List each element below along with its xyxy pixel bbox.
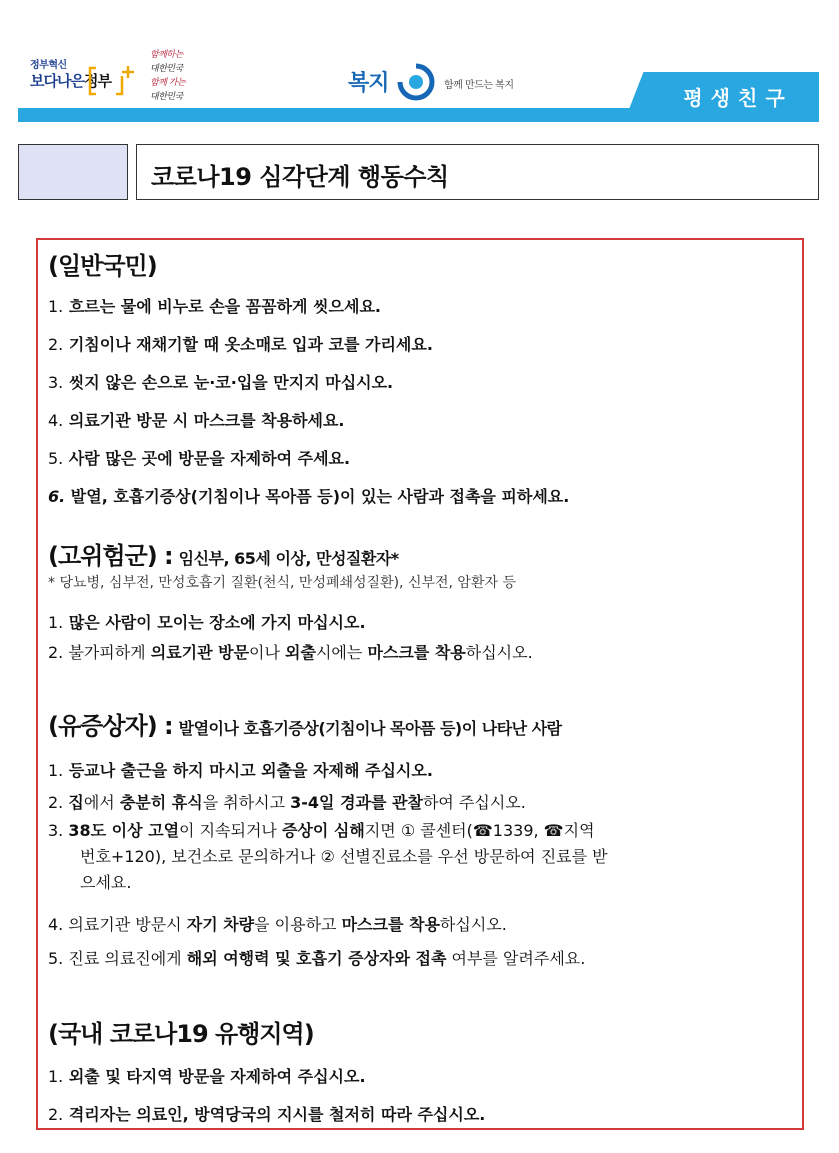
bokjiro-tagline: 함께 만드는 복지 <box>444 80 514 91</box>
item-text-bold: 자기 차량 <box>186 915 255 934</box>
item-number: 1. <box>48 761 64 780</box>
item-text: 진료 의료진에게 <box>68 949 187 968</box>
section-heading-general: (일반국민) <box>48 252 157 280</box>
item-text: 이나 <box>249 643 286 662</box>
title-box <box>136 144 819 200</box>
item-text: 많은 사람이 모이는 장소에 가지 마십시오. <box>68 613 366 632</box>
item-number: 6. <box>48 487 66 506</box>
list-item <box>48 640 533 663</box>
item-text: 불가피하게 <box>68 643 151 662</box>
item-number: 1. <box>48 1067 64 1086</box>
high-risk-footnote: * 당뇨병, 심부전, 만성호흡기 질환(천식, 만성폐쇄성질환), 신부전, 암환자 등 <box>48 575 516 591</box>
bokjiro-logo <box>348 62 438 102</box>
item-number: 2. <box>48 1105 64 1124</box>
item-number: 2. <box>48 793 64 812</box>
slogan-line-3: 함께 가는 <box>150 78 186 88</box>
item-line: 번호+120), 보건소로 문의하거나 ② 선별진료소를 우선 방문하여 진료를 받 <box>80 847 608 866</box>
list-item <box>48 946 585 969</box>
gov-logo-text-a: 보다나은 <box>30 72 84 90</box>
item-text: 여부를 알려주세요. <box>446 949 586 968</box>
item-text-bold: 3-4일 경과를 관찰 <box>290 793 423 812</box>
item-text: 하십시오. <box>439 915 507 934</box>
item-text: 기침이나 재채기할 때 옷소매로 입과 코를 가리세요. <box>68 335 433 354</box>
bokjiro-logo-text: 복지 <box>348 71 389 96</box>
item-text-bold: 해외 여행력 및 호흡기 증상자와 접촉 <box>186 949 447 968</box>
section-heading-label: (고위험군) : <box>48 542 173 570</box>
list-item <box>48 332 433 355</box>
item-text-bold: 외출 <box>285 643 316 662</box>
item-text: 시에는 <box>315 643 368 662</box>
bokjiro-swoosh-icon <box>396 62 436 102</box>
slogan-line-2: 대한민국 <box>150 64 183 74</box>
item-text-bold: 의료기관 방문 <box>150 643 250 662</box>
list-item <box>48 818 794 896</box>
section-heading-symptomatic <box>48 706 562 741</box>
guidelines-box <box>36 238 804 1130</box>
list-item <box>48 1064 366 1087</box>
gov-innovation-logo <box>30 56 142 104</box>
item-number: 5. <box>48 449 64 468</box>
item-text-bold: 충분히 휴식 <box>119 793 203 812</box>
list-item <box>48 790 526 813</box>
slogan-line-1: 함께하는 <box>150 50 183 60</box>
section-heading-high-risk <box>48 536 399 571</box>
item-text-bold: 마스크를 착용 <box>367 643 466 662</box>
item-number: 2. <box>48 335 64 354</box>
item-text: 외출 및 타지역 방문을 자제하여 주십시오. <box>68 1067 366 1086</box>
bracket-plus-icon <box>88 64 134 98</box>
item-text: 격리자는 의료인, 방역당국의 지시를 철저히 따라 주십시오. <box>68 1105 486 1124</box>
item-number: 1. <box>48 297 64 316</box>
item-number: 2. <box>48 643 64 662</box>
item-number: 1. <box>48 613 64 632</box>
item-text: 지면 ① 콜센터(☎1339, ☎지역 <box>364 821 595 840</box>
item-number: 3. <box>48 373 64 392</box>
gov-logo-text-b: 정부 <box>83 72 111 90</box>
item-number: 4. <box>48 915 64 934</box>
item-text-bold: 집 <box>68 793 84 812</box>
slogan-logo <box>150 48 212 112</box>
item-text: 이 지속되거나 <box>179 821 282 840</box>
item-text: 씻지 않은 손으로 눈·코·입을 만지지 마십시오. <box>68 373 394 392</box>
section-heading-desc: 발열이나 호흡기증상(기침이나 목아픔 등)이 나타난 사람 <box>178 719 562 738</box>
item-line <box>48 818 794 844</box>
item-text: 하십시오. <box>465 643 533 662</box>
item-text: 등교나 출근을 하지 마시고 외출을 자제해 주십시오. <box>68 761 433 780</box>
item-text: 의료기관 방문 시 마스크를 착용하세요. <box>68 411 345 430</box>
list-item <box>48 610 366 633</box>
list-item <box>48 484 569 507</box>
gov-logo-small-text: 정부혁신 <box>30 60 67 71</box>
item-text: 하여 주십시오. <box>422 793 526 812</box>
item-number: 3. <box>48 821 64 840</box>
header-tab-label: 평생친구 <box>683 86 793 110</box>
list-item <box>48 294 381 317</box>
list-item <box>48 370 393 393</box>
page-header <box>18 40 819 122</box>
list-item <box>48 1102 485 1125</box>
item-text-bold: 38도 이상 고열 <box>68 821 180 840</box>
section-heading-regions: (국내 코로나19 유행지역) <box>48 1020 314 1048</box>
item-line: 으세요. <box>80 873 132 892</box>
item-text: 에서 <box>83 793 120 812</box>
title-side-box <box>18 144 128 200</box>
item-text-bold: 증상이 심해 <box>281 821 365 840</box>
slogan-line-4: 대한민국 <box>150 92 183 102</box>
item-text: 을 이용하고 <box>254 915 342 934</box>
page-title: 코로나19 심각단계 행동수칙 <box>151 163 449 191</box>
item-number: 5. <box>48 949 64 968</box>
item-text: 흐르는 물에 비누로 손을 꼼꼼하게 씻으세요. <box>68 297 381 316</box>
item-text: 사람 많은 곳에 방문을 자제하여 주세요. <box>68 449 351 468</box>
list-item <box>48 446 350 469</box>
item-text: 을 취하시고 <box>202 793 291 812</box>
list-item <box>48 758 433 781</box>
section-heading-desc: 임신부, 65세 이상, 만성질환자* <box>178 549 399 568</box>
list-item <box>48 912 507 935</box>
item-text-bold: 마스크를 착용 <box>341 915 440 934</box>
item-text: 발열, 호흡기증상(기침이나 목아픔 등)이 있는 사람과 접촉을 피하세요. <box>70 487 570 506</box>
section-heading-label: (유증상자) : <box>48 712 173 740</box>
item-number: 4. <box>48 411 64 430</box>
list-item <box>48 408 345 431</box>
item-text: 의료기관 방문시 <box>68 915 187 934</box>
